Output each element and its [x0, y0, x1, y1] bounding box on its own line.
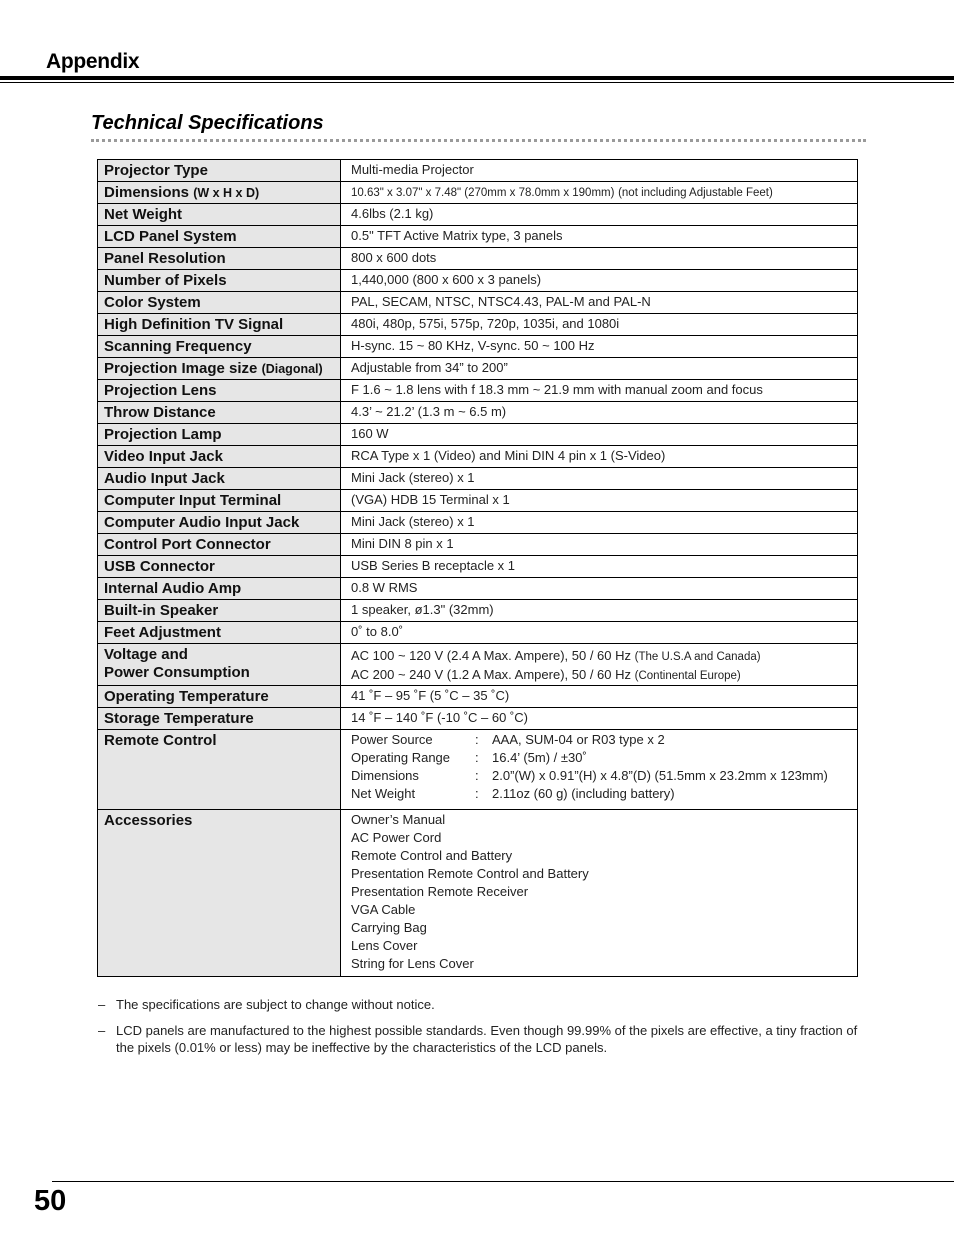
table-row [98, 512, 858, 534]
spec-label-text: Power Consumption [104, 664, 250, 681]
spec-label [98, 644, 341, 686]
spec-value-text: 4.3’ ~ 21.2’ (1.3 m ~ 6.5 m) [351, 404, 507, 419]
spec-label [98, 622, 341, 644]
spec-value-text: 0.5" TFT Active Matrix type, 3 panels [351, 228, 563, 243]
voltage-line [351, 666, 851, 685]
spec-value: 14 ˚F – 140 ˚F (-10 ˚C – 60 ˚C) [341, 708, 858, 730]
table-row [98, 204, 858, 226]
table-row [98, 490, 858, 512]
remote-spec-key: Net Weight [351, 786, 416, 801]
section-heading: Appendix [46, 50, 140, 73]
spec-value [341, 600, 858, 622]
table-row [98, 730, 858, 810]
table-row [98, 644, 858, 686]
spec-label-text: Scanning Frequency [104, 338, 252, 355]
accessory-item: Remote Control and Battery [351, 848, 513, 863]
table-row [98, 534, 858, 556]
spec-label-text: Number of Pixels [104, 272, 227, 289]
spec-value [341, 468, 858, 490]
spec-label-text: Computer Input Terminal [104, 492, 282, 509]
spec-value-text: AC 200 ~ 240 V (1.2 A Max. Ampere), 50 / 60 Hz [351, 667, 632, 682]
spec-label [98, 270, 341, 292]
notes [98, 996, 868, 1065]
spec-label: Operating Temperature [98, 686, 341, 708]
spec-label [98, 424, 341, 446]
spec-label [98, 226, 341, 248]
spec-label [98, 314, 341, 336]
spec-label [98, 182, 341, 204]
spec-label-text: Projector Type [104, 162, 208, 179]
spec-label [98, 490, 341, 512]
spec-label [98, 534, 341, 556]
spec-label [98, 380, 341, 402]
spec-value [341, 730, 858, 810]
table-row [98, 182, 858, 204]
spec-value-text: 800 x 600 dots [351, 250, 437, 265]
spec-value-text: 0.8 W RMS [351, 580, 418, 595]
table-row [98, 270, 858, 292]
spec-label [98, 556, 341, 578]
spec-label [98, 446, 341, 468]
spec-value-text: 4.6lbs (2.1 kg) [351, 206, 434, 221]
spec-value-text: AC 100 ~ 120 V (2.4 A Max. Ampere), 50 / 60 Hz [351, 648, 632, 663]
spec-label-text: Projection Lamp [104, 426, 222, 443]
accessory-item: Presentation Remote Control and Battery [351, 866, 589, 881]
spec-label [98, 512, 341, 534]
spec-value [341, 204, 858, 226]
table-row [98, 810, 858, 977]
spec-value-text: (VGA) HDB 15 Terminal x 1 [351, 492, 510, 507]
spec-value [341, 810, 858, 977]
spec-value-text: USB Series B receptacle x 1 [351, 558, 516, 573]
table-row [98, 336, 858, 358]
table-row [98, 622, 858, 644]
voltage-line [351, 647, 851, 666]
dotted-divider [91, 139, 866, 142]
spec-value [341, 248, 858, 270]
spec-value-text: RCA Type x 1 (Video) and Mini DIN 4 pin x 1 (S-Video) [351, 448, 666, 463]
table-row [98, 468, 858, 490]
spec-value-text: Adjustable from 34” to 200” [351, 360, 508, 375]
spec-label [98, 402, 341, 424]
note-dash: – [98, 997, 106, 1012]
remote-spec-key: Operating Range [351, 750, 451, 765]
spec-value-text: Mini DIN 8 pin x 1 [351, 536, 454, 551]
remote-spec-colon: : [475, 750, 479, 765]
header-rule-thick [0, 76, 954, 80]
table-row [98, 358, 858, 380]
spec-label-text: Projection Image size [104, 360, 258, 377]
remote-spec-line [351, 767, 851, 785]
spec-label-text: Feet Adjustment [104, 624, 221, 641]
accessory-item: Lens Cover [351, 938, 418, 953]
remote-spec-key: Power Source [351, 732, 433, 747]
spec-label-text: Audio Input Jack [104, 470, 225, 487]
spec-value [341, 336, 858, 358]
accessory-item: String for Lens Cover [351, 956, 474, 971]
spec-value-note: (The U.S.A and Canada) [634, 651, 761, 663]
spec-value-text: F 1.6 ~ 1.8 lens with f 18.3 mm ~ 21.9 mm with manual zoom and focus [351, 382, 763, 397]
spec-label-text: Throw Distance [104, 404, 216, 421]
spec-label-text: Voltage and [104, 646, 188, 663]
page-title: Technical Specifications [91, 112, 324, 134]
spec-value [341, 292, 858, 314]
spec-value: 41 ˚F – 95 ˚F (5 ˚C – 35 ˚C) [341, 686, 858, 708]
remote-spec-value: 16.4’ (5m) / ±30˚ [492, 750, 587, 765]
remote-spec-value: 2.11oz (60 g) (including battery) [492, 786, 675, 801]
spec-label: Remote Control [98, 730, 341, 810]
accessory-item: Owner’s Manual [351, 812, 446, 827]
spec-label [98, 292, 341, 314]
spec-label-text: Video Input Jack [104, 448, 223, 465]
page-number: 50 [34, 1185, 67, 1217]
spec-value [341, 446, 858, 468]
spec-label [98, 578, 341, 600]
accessory-item: Presentation Remote Receiver [351, 884, 529, 899]
table-row [98, 686, 858, 708]
spec-label-qualifier: (W x H x D) [193, 186, 260, 200]
table-row [98, 708, 858, 730]
spec-value-text: 0˚ to 8.0˚ [351, 624, 404, 639]
accessory-item: AC Power Cord [351, 830, 442, 845]
spec-value-text: 480i, 480p, 575i, 575p, 720p, 1035i, and 1080i [351, 316, 620, 331]
spec-label [98, 248, 341, 270]
spec-table [97, 159, 858, 977]
spec-table-body [98, 160, 858, 977]
note-item [98, 996, 868, 1013]
spec-value-text: 1,440,000 (800 x 600 x 3 panels) [351, 272, 542, 287]
spec-value [341, 556, 858, 578]
spec-label: Accessories [98, 810, 341, 977]
table-row [98, 314, 858, 336]
spec-value [341, 622, 858, 644]
remote-spec-value: AAA, SUM-04 or R03 type x 2 [492, 732, 665, 747]
spec-label [98, 204, 341, 226]
remote-spec-line [351, 785, 851, 803]
spec-value [341, 424, 858, 446]
table-row [98, 160, 858, 182]
table-row [98, 226, 858, 248]
spec-value [341, 270, 858, 292]
spec-value-note: (Continental Europe) [634, 670, 741, 682]
spec-label-text: Internal Audio Amp [104, 580, 242, 597]
remote-spec-colon: : [475, 732, 479, 747]
spec-label-text: Color System [104, 294, 201, 311]
table-row [98, 600, 858, 622]
table-row [98, 578, 858, 600]
spec-value-text: H-sync. 15 ~ 80 KHz, V-sync. 50 ~ 100 Hz [351, 338, 595, 353]
table-row [98, 380, 858, 402]
spec-value [341, 358, 858, 380]
spec-label-text: Built-in Speaker [104, 602, 219, 619]
spec-value-text: Multi-media Projector [351, 162, 474, 177]
remote-spec-value: 2.0”(W) x 0.91”(H) x 4.8”(D) (51.5mm x 23.2mm x 123mm) [492, 768, 828, 783]
spec-value-note: (not including Adjustable Feet) [618, 187, 773, 199]
spec-value-text: Mini Jack (stereo) x 1 [351, 470, 475, 485]
spec-value [341, 512, 858, 534]
header-rule-thin [0, 82, 954, 83]
spec-value [341, 380, 858, 402]
spec-label: Storage Temperature [98, 708, 341, 730]
spec-value [341, 226, 858, 248]
note-item [98, 1022, 868, 1056]
spec-value [341, 490, 858, 512]
table-row [98, 556, 858, 578]
remote-spec-line [351, 731, 851, 749]
footer-rule [52, 1181, 954, 1182]
note-dash: – [98, 1023, 106, 1038]
remote-spec-colon: : [475, 786, 479, 801]
table-row [98, 292, 858, 314]
spec-label-qualifier: (Diagonal) [261, 362, 323, 376]
remote-spec-line [351, 749, 851, 767]
spec-label-text: USB Connector [104, 558, 215, 575]
spec-label-text: Computer Audio Input Jack [104, 514, 300, 531]
spec-value-text: PAL, SECAM, NTSC, NTSC4.43, PAL-M and PAL-N [351, 294, 651, 309]
spec-value [341, 534, 858, 556]
spec-value-text: 1 speaker, ø1.3" (32mm) [351, 602, 494, 617]
spec-value [341, 160, 858, 182]
spec-value [341, 578, 858, 600]
spec-value-text: Mini Jack (stereo) x 1 [351, 514, 475, 529]
note-text: The specifications are subject to change without notice. [116, 997, 435, 1012]
accessory-item: VGA Cable [351, 902, 416, 917]
spec-label [98, 336, 341, 358]
note-text: LCD panels are manufactured to the highest possible standards. Even though 99.99% of the pixels are effective, a tiny fraction of the pixels (0.01% or less) may be ineffective by the characteristics of the LCD panels. [116, 1023, 858, 1055]
table-row [98, 248, 858, 270]
spec-value [341, 402, 858, 424]
spec-label [98, 468, 341, 490]
spec-label-text: High Definition TV Signal [104, 316, 284, 333]
spec-label-text: LCD Panel System [104, 228, 237, 245]
spec-value [341, 314, 858, 336]
spec-label [98, 160, 341, 182]
spec-value [341, 182, 858, 204]
spec-label-text: Control Port Connector [104, 536, 271, 553]
table-row [98, 402, 858, 424]
spec-label [98, 358, 341, 380]
spec-label-text: Dimensions [104, 184, 190, 201]
spec-value [341, 644, 858, 686]
spec-label [98, 600, 341, 622]
spec-value-text: 10.63" x 3.07" x 7.48" (270mm x 78.0mm x 190mm) [351, 187, 615, 199]
accessory-item: Carrying Bag [351, 920, 427, 935]
spec-label-text: Net Weight [104, 206, 183, 223]
spec-label-text: Panel Resolution [104, 250, 226, 267]
spec-value-text: 160 W [351, 426, 389, 441]
remote-spec-key: Dimensions [351, 768, 419, 783]
spec-label-text: Projection Lens [104, 382, 217, 399]
remote-spec-colon: : [475, 768, 479, 783]
table-row [98, 446, 858, 468]
table-row [98, 424, 858, 446]
